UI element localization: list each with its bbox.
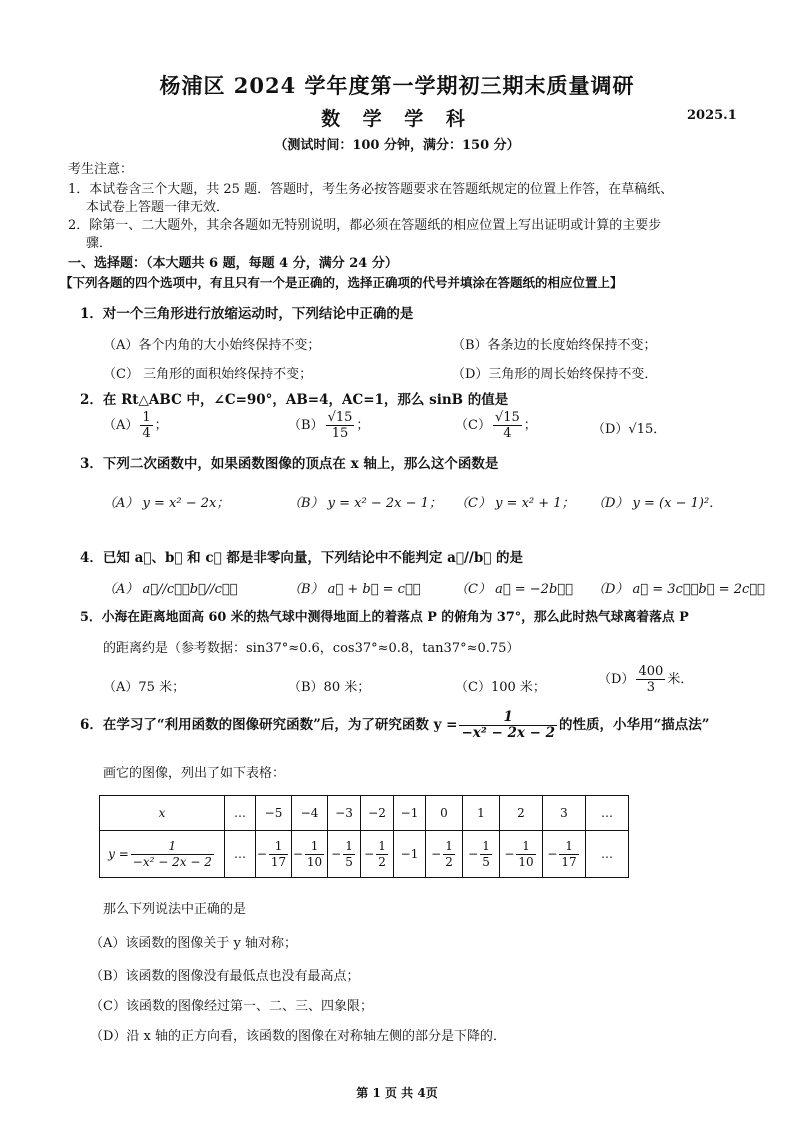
y-value-cell: … <box>586 831 629 878</box>
table-row-x <box>100 796 629 831</box>
q1-option-b: （B）各条边的长度始终保持不变； <box>452 338 657 353</box>
y-value-cell <box>292 831 328 878</box>
y-value-cell <box>328 831 361 878</box>
q6-question: 那么下列说法中正确的是 <box>103 902 247 917</box>
y-value-denominator: 2 <box>445 854 453 869</box>
notice-item-1-cont: 本试卷上答题一律无效． <box>86 200 230 215</box>
q6-option-b: （B）该函数的图像没有最低点也没有最高点； <box>90 969 360 984</box>
q5-option-a: （A）75 米； <box>103 680 186 695</box>
y-header-numerator: 1 <box>131 839 214 855</box>
x-value-cell: … <box>586 796 629 831</box>
exam-title: 杨浦区 2024 学年度第一学期初三期末质量调研 <box>159 73 635 98</box>
q6-option-c: （C）该函数的图像经过第一、二、三、四象限； <box>90 999 373 1014</box>
y-value-sign: − <box>292 846 303 861</box>
y-value-numerator: 1 <box>269 839 288 855</box>
q6-function-numerator: 1 <box>459 710 557 726</box>
q2-a-numerator: 1 <box>142 410 151 425</box>
y-header-denominator: −x² − 2x − 2 <box>132 854 212 869</box>
q6-value-table <box>99 795 629 878</box>
y-value-cell <box>543 831 586 878</box>
q5-stem-cont: 的距离约是（参考数据：sin37°≈0.6，cos37°≈0.8，tan37°≈0.75） <box>103 641 520 656</box>
y-value-numerator: 1 <box>378 838 386 853</box>
y-value-cell <box>361 831 394 878</box>
q5-stem: 5．小海在距离地面高 60 米的热气球中测得地面上的着落点 P 的俯角为 37°，那么此时热气球离着落点 P <box>80 610 689 625</box>
subject-title: 数 学 学 科 <box>321 108 473 130</box>
q2-c-denominator: 4 <box>503 426 512 441</box>
x-value-cell: −3 <box>328 796 361 831</box>
q6-stem-post: 的性质，小华用“描点法” <box>559 717 710 733</box>
x-value-cell: −4 <box>292 796 328 831</box>
x-value-cell: 3 <box>543 796 586 831</box>
y-value-denominator: 17 <box>561 854 577 869</box>
x-value-cell: 1 <box>463 796 500 831</box>
y-value-fraction <box>516 839 535 870</box>
y-value-sign: − <box>547 846 558 861</box>
q6-function-fraction <box>459 710 557 741</box>
q6-function-denominator: −x² − 2x − 2 <box>461 725 556 741</box>
y-value-denominator: 5 <box>345 854 353 869</box>
y-value-fraction <box>443 839 455 870</box>
y-value-denominator: 17 <box>270 854 287 869</box>
q2-option-c <box>455 410 537 441</box>
y-header-cell <box>100 831 225 878</box>
y-value-denominator: 2 <box>378 854 386 869</box>
q5-d-label: （D） <box>598 672 635 687</box>
q2-a-fraction <box>140 410 152 441</box>
q2-b-label: （B） <box>288 418 324 433</box>
notice-item-2: 2．除第一、二大题外，其余各题如无特别说明，都必须在答题纸的相应位置上写出证明或计算的主要步 <box>68 218 662 233</box>
x-value-cell: 0 <box>426 796 463 831</box>
q2-a-denominator: 4 <box>142 426 151 441</box>
q5-option-d <box>598 664 693 695</box>
x-value-cell: 2 <box>500 796 543 831</box>
q6-stem-pre: 6．在学习了“利用函数的图像研究函数”后，为了研究函数 y = <box>80 717 458 733</box>
notice-item-1: 1．本试卷含三个大题，共 25 题．答题时，考生务必按答题要求在答题纸规定的位置上作答，在草稿纸、 <box>68 182 674 197</box>
q4-option-c: （C） a⃗ = −2b⃗； <box>455 582 573 597</box>
y-value-sign: − <box>331 846 342 861</box>
table-row-y <box>100 831 629 878</box>
q2-option-a <box>103 410 168 441</box>
q1-option-d: （D）三角形的周长始终保持不变． <box>452 367 658 382</box>
notice-heading: 考生注意： <box>68 162 134 177</box>
y-value-fraction <box>343 839 355 870</box>
q3-stem: 3．下列二次函数中，如果函数图像的顶点在 x 轴上，那么这个函数是 <box>80 456 499 472</box>
y-value-sign: − <box>431 846 442 861</box>
y-value-fraction <box>269 839 288 870</box>
q2-c-label: （C） <box>455 418 491 433</box>
q3-option-d: （D） y = (x − 1)²． <box>592 496 723 511</box>
y-value-numerator: 1 <box>305 839 324 855</box>
y-value-denominator: 10 <box>306 854 323 869</box>
q2-c-numerator: √15 <box>494 410 520 425</box>
q2-c-fraction <box>493 410 522 441</box>
q5-option-c: （C）100 米； <box>455 680 546 695</box>
section-1-heading: 一、选择题：（本大题共 6 题，每题 4 分，满分 24 分） <box>68 256 398 271</box>
q3-option-c: （C） y = x² + 1； <box>455 496 575 511</box>
q4-option-d: （D） a⃗ = 3c⃗，b⃗ = 2c⃗． <box>592 582 765 597</box>
q5-d-denominator: 3 <box>646 680 655 695</box>
q2-b-fraction <box>326 410 355 441</box>
y-value-cell <box>426 831 463 878</box>
y-value-sign: − <box>504 846 515 861</box>
q2-option-d: （D）√15． <box>592 422 667 437</box>
y-value-denominator: 10 <box>518 854 534 869</box>
y-value-cell <box>256 831 292 878</box>
q3-option-a: （A） y = x² − 2x； <box>103 496 230 511</box>
y-value-cell: −1 <box>394 831 426 878</box>
q2-c-end: ； <box>523 418 537 433</box>
y-header-pre: y = <box>108 846 129 861</box>
q5-d-fraction <box>636 664 665 695</box>
y-value-sign: − <box>256 846 267 861</box>
q2-option-b <box>288 410 369 441</box>
y-value-numerator: 1 <box>559 839 578 855</box>
q1-stem: 1．对一个三角形进行放缩运动时，下列结论中正确的是 <box>80 306 414 322</box>
y-value-numerator: 1 <box>482 838 490 853</box>
notice-item-2-cont: 骤． <box>86 236 113 251</box>
y-value-fraction <box>376 839 388 870</box>
q4-option-a: （A） a⃗//c⃗，b⃗//c⃗； <box>103 582 238 597</box>
y-value-cell <box>500 831 543 878</box>
q5-option-b: （B）80 米； <box>288 680 371 695</box>
q4-option-b: （B） a⃗ + b⃗ = c⃗； <box>288 582 421 597</box>
q4-stem: 4．已知 a⃗、b⃗ 和 c⃗ 都是非零向量，下列结论中不能判定 a⃗//b⃗ 的是 <box>80 550 524 566</box>
y-value-denominator: 5 <box>482 854 490 869</box>
q3-option-b: （B） y = x² − 2x − 1； <box>288 496 442 511</box>
y-value-cell: … <box>225 831 256 878</box>
q1-option-c: （C） 三角形的面积始终保持不变； <box>103 367 313 382</box>
q6-stem <box>80 710 710 741</box>
time-note: （测试时间：100 分钟，满分：150 分） <box>274 138 520 153</box>
y-value-sign: − <box>468 846 479 861</box>
exam-date: 2025.1 <box>687 108 737 123</box>
q2-b-denominator: 15 <box>331 426 349 441</box>
y-value-numerator: 1 <box>345 838 353 853</box>
y-value-numerator: 1 <box>516 839 535 855</box>
y-value-fraction <box>305 839 324 870</box>
x-value-cell: −5 <box>256 796 292 831</box>
y-value-numerator: 1 <box>445 838 453 853</box>
x-value-cell: −2 <box>361 796 394 831</box>
q5-d-end: 米． <box>667 672 694 687</box>
x-value-cell: −1 <box>394 796 426 831</box>
q2-stem: 2．在 Rt△ABC 中，∠C=90°，AB=4，AC=1，那么 sinB 的值是 <box>80 392 509 408</box>
y-value-fraction <box>559 839 578 870</box>
q1-option-a: （A）各个内角的大小始终保持不变； <box>103 338 321 353</box>
q2-a-label: （A） <box>103 418 139 433</box>
section-1-instruction: 【下列各题的四个选项中，有且只有一个是正确的，选择正确项的代号并填涂在答题纸的相应位置上】 <box>60 275 623 290</box>
q2-b-numerator: √15 <box>327 410 353 425</box>
y-value-fraction <box>480 839 492 870</box>
q6-option-d: （D）沿 x 轴的正方向看，该函数的图像在对称轴左侧的部分是下降的． <box>90 1029 507 1044</box>
x-value-cell: … <box>225 796 256 831</box>
y-value-sign: − <box>364 846 375 861</box>
y-header-fraction <box>131 839 214 870</box>
q6-option-a: （A）该函数的图像关于 y 轴对称； <box>90 936 297 951</box>
q2-b-end: ； <box>356 418 370 433</box>
q2-a-end: ； <box>154 418 168 433</box>
y-value-cell <box>463 831 500 878</box>
x-header-cell: x <box>100 796 225 831</box>
page-footer: 第 1 页 共 4页 <box>356 1086 438 1100</box>
q5-d-numerator: 400 <box>638 664 664 679</box>
q6-stem-cont: 画它的图像，列出了如下表格： <box>103 766 286 781</box>
